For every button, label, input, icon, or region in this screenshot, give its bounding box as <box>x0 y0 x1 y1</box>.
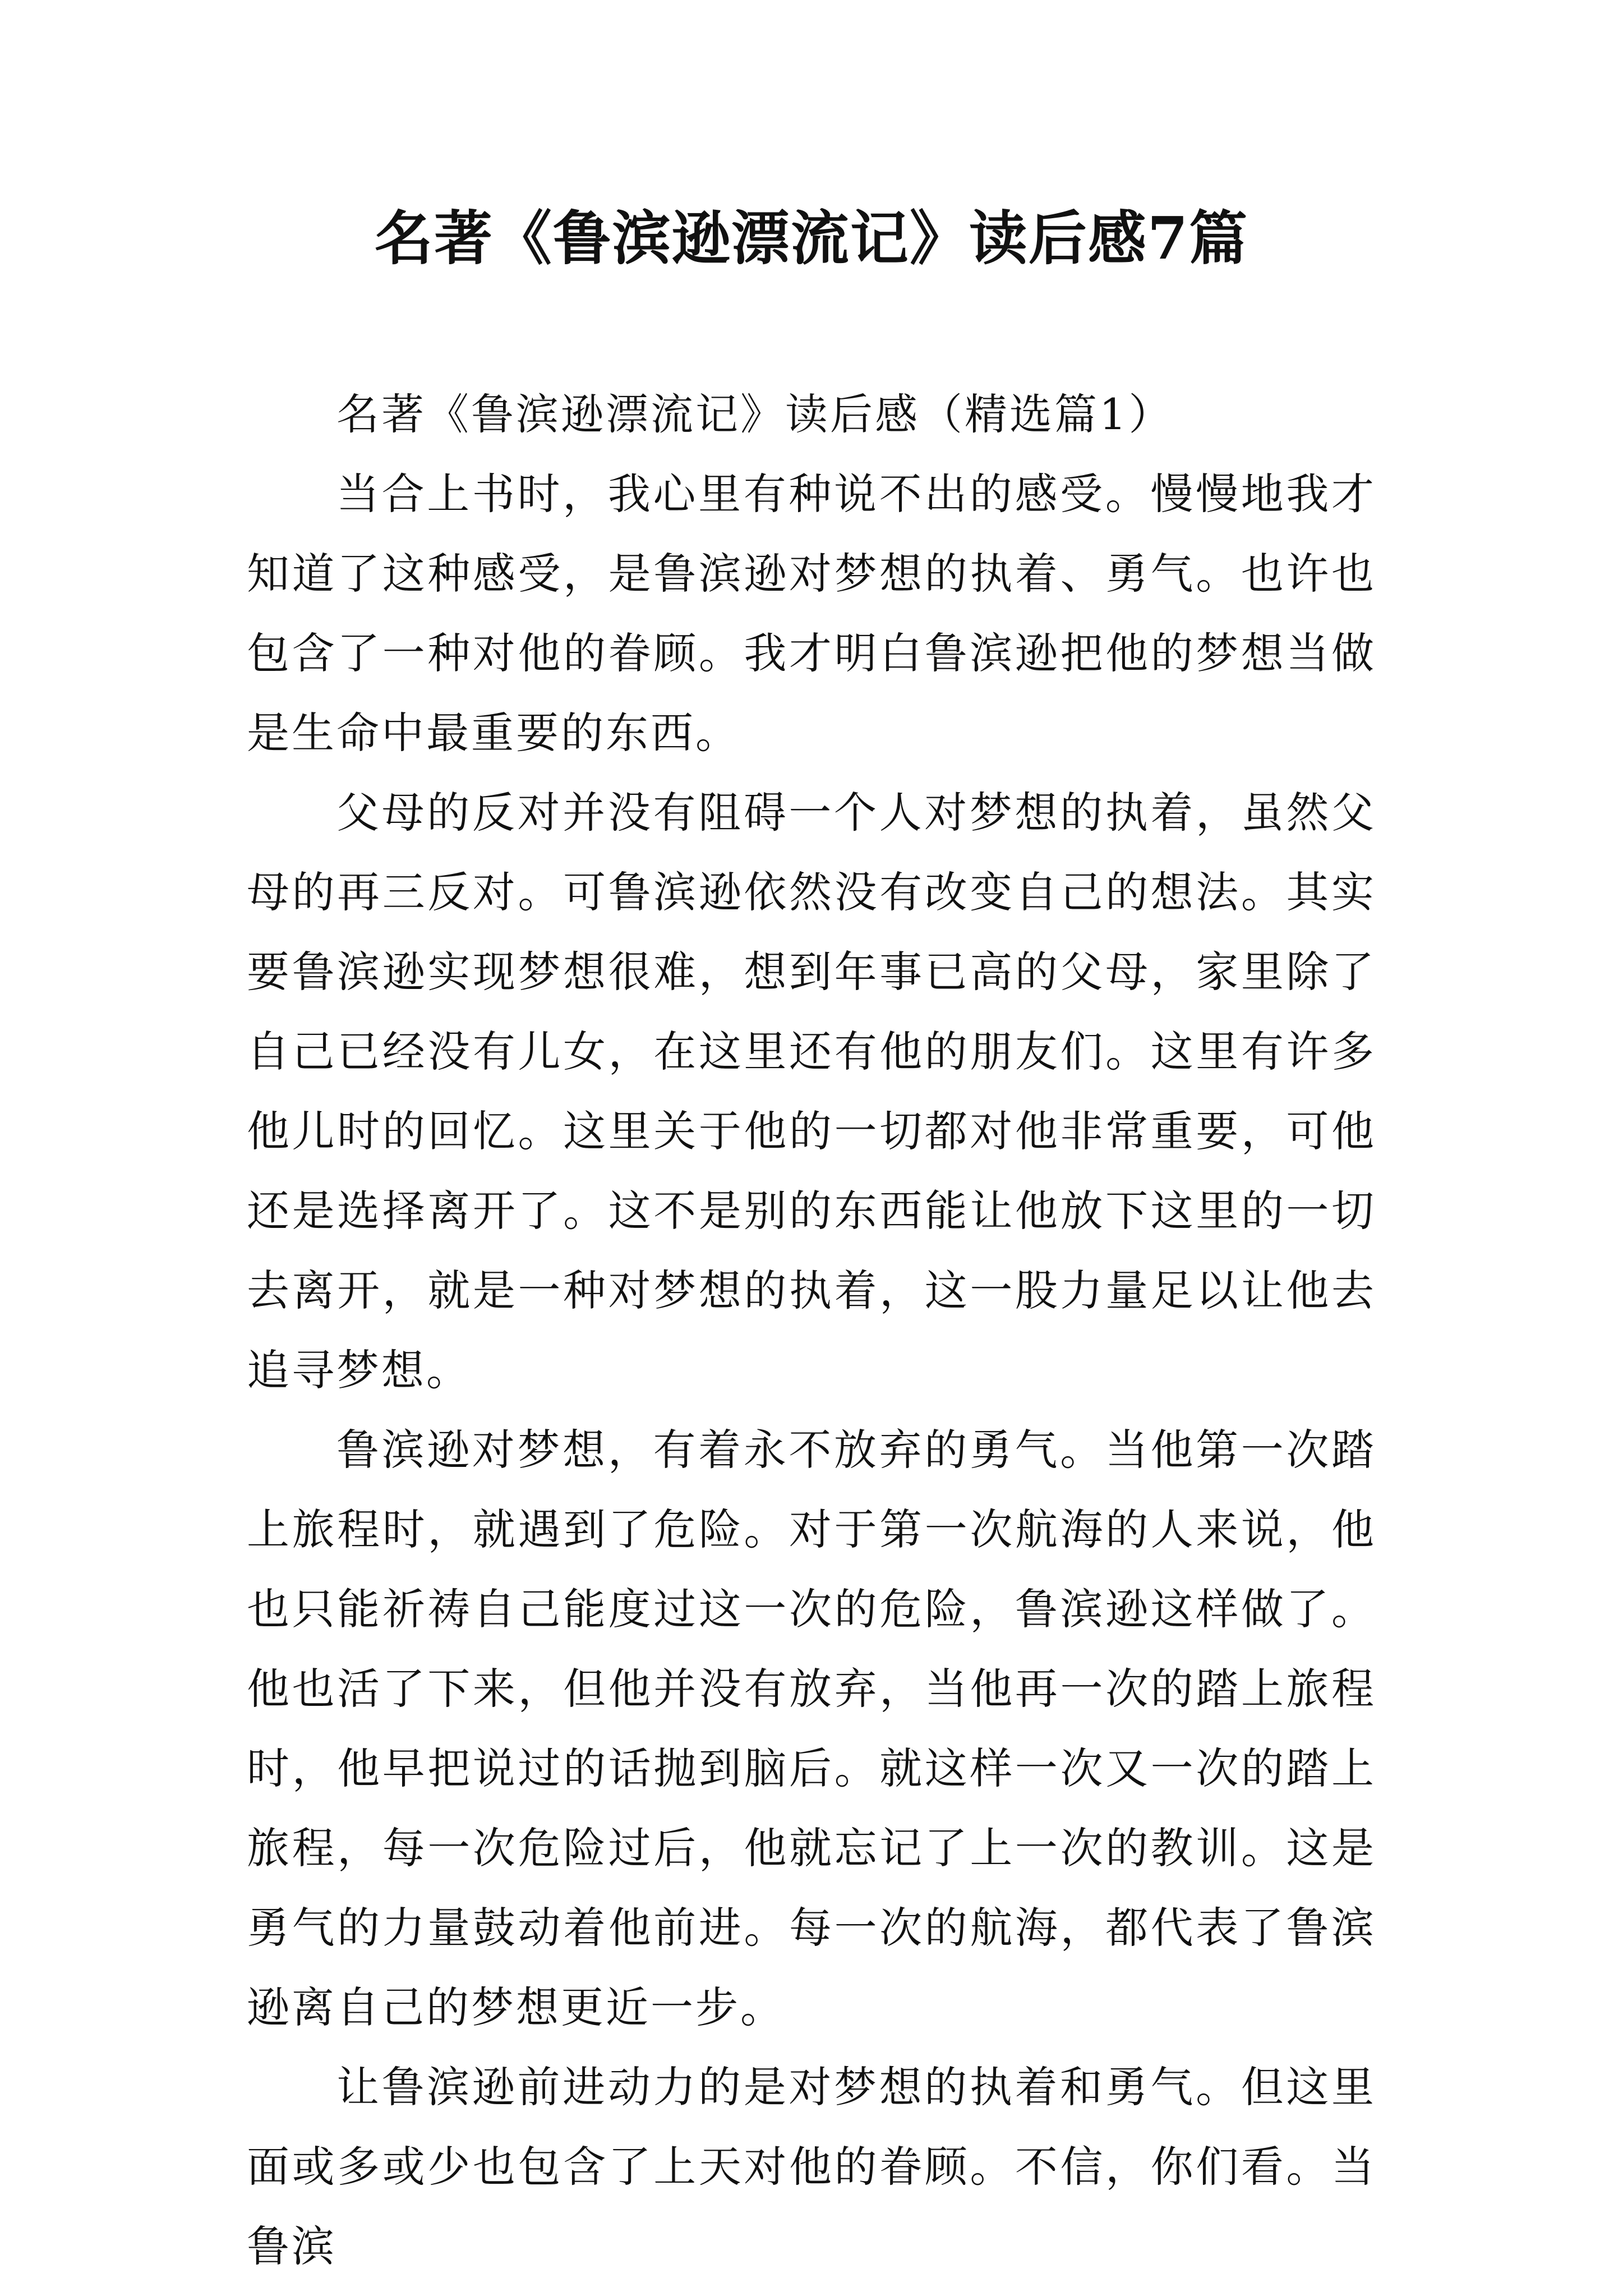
section-heading: 名著《鲁滨逊漂流记》读后感（精选篇1） <box>336 389 1174 439</box>
document-title: 名著《鲁滨逊漂流记》读后感7篇 <box>374 204 1249 273</box>
paragraph: 让鲁滨逊前进动力的是对梦想的执着和勇气。但这里面或多或少也包含了上天对他的眷顾。不信，你们看。当鲁滨 <box>247 2062 1376 2271</box>
document-body <box>247 375 1376 2286</box>
paragraph: 当合上书时，我心里有种说不出的感受。慢慢地我才知道了这种感受，是鲁滨逊对梦想的执着、勇气。也许也包含了一种对他的眷顾。我才明白鲁滨逊把他的梦想当做是生命中最重要的东西。 <box>247 469 1376 758</box>
paragraph: 父母的反对并没有阻碍一个人对梦想的执着，虽然父母的再三反对。可鲁滨逊依然没有改变自己的想法。其实要鲁滨逊实现梦想很难，想到年事已高的父母，家里除了自己已经没有儿女，在这里还有他的朋友们。这里有许多他儿时的回忆。这里关于他的一切都对他非常重要，可他还是选择离开了。这不是别的东西能让他放下这里的一切去离开，就是一种对梦想的执着，这一股力量足以让他去追寻梦想。 <box>247 788 1376 1395</box>
paragraph: 鲁滨逊对梦想，有着永不放弃的勇气。当他第一次踏上旅程时，就遇到了危险。对于第一次航海的人来说，他也只能祈祷自己能度过这一次的危险，鲁滨逊这样做了。他也活了下来，但他并没有放弃，当他再一次的踏上旅程时，他早把说过的话抛到脑后。就这样一次又一次的踏上旅程，每一次危险过后，他就忘记了上一次的教训。这是勇气的力量鼓动着他前进。每一次的航海，都代表了鲁滨逊离自己的梦想更近一步。 <box>247 1425 1376 2032</box>
